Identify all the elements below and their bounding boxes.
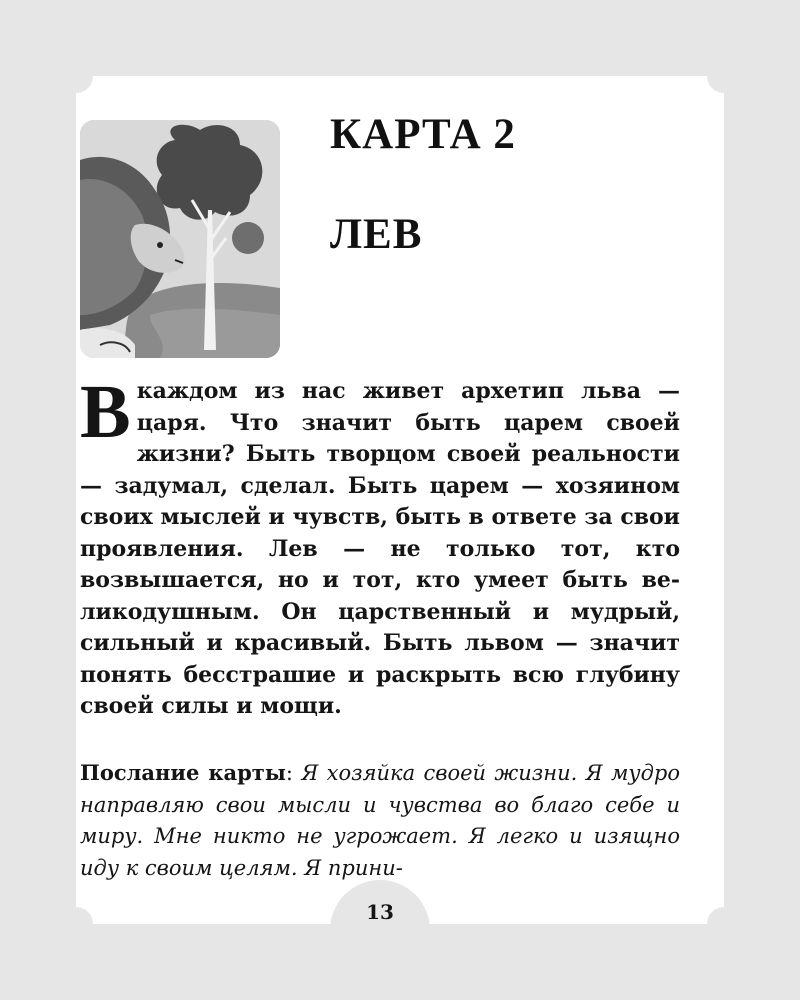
page-corner-notch <box>707 907 741 941</box>
card-message <box>80 757 680 884</box>
page-number: 13 <box>366 900 394 924</box>
card-name: ЛЕВ <box>330 211 423 258</box>
description-text: каждом из нас живет архетип льва — царя. Что значит быть царем своей жизни? Быть творцом своей реальности — задумал, сделал. Быть царем — хозяином своих мыслей и чувств, быть в ответе за свои проявления. Лев — не только тот, кто возвышается, но и тот, кто умеет быть великодушным. Он царственный и мудрый, сильный и красивый. Быть львом — значит понять бесстрашие и раскрыть всю глубину своей силы и мощи. <box>80 378 680 719</box>
page-corner-notch <box>59 907 93 941</box>
card-description <box>80 370 680 723</box>
message-text: Я хозяйка своей жизни. Я мудро направляю свои мысли и чувства во благо себе и миру. Мне никто не угрожает. Я легко и изящно иду к своим целям. Я прини- <box>80 761 680 880</box>
lion-tree-illustration <box>80 120 280 358</box>
message-separator: : <box>285 761 302 785</box>
drop-cap: В <box>80 370 131 454</box>
card-title: КАРТА 2 <box>330 111 516 158</box>
message-label: Послание карты <box>80 760 286 785</box>
